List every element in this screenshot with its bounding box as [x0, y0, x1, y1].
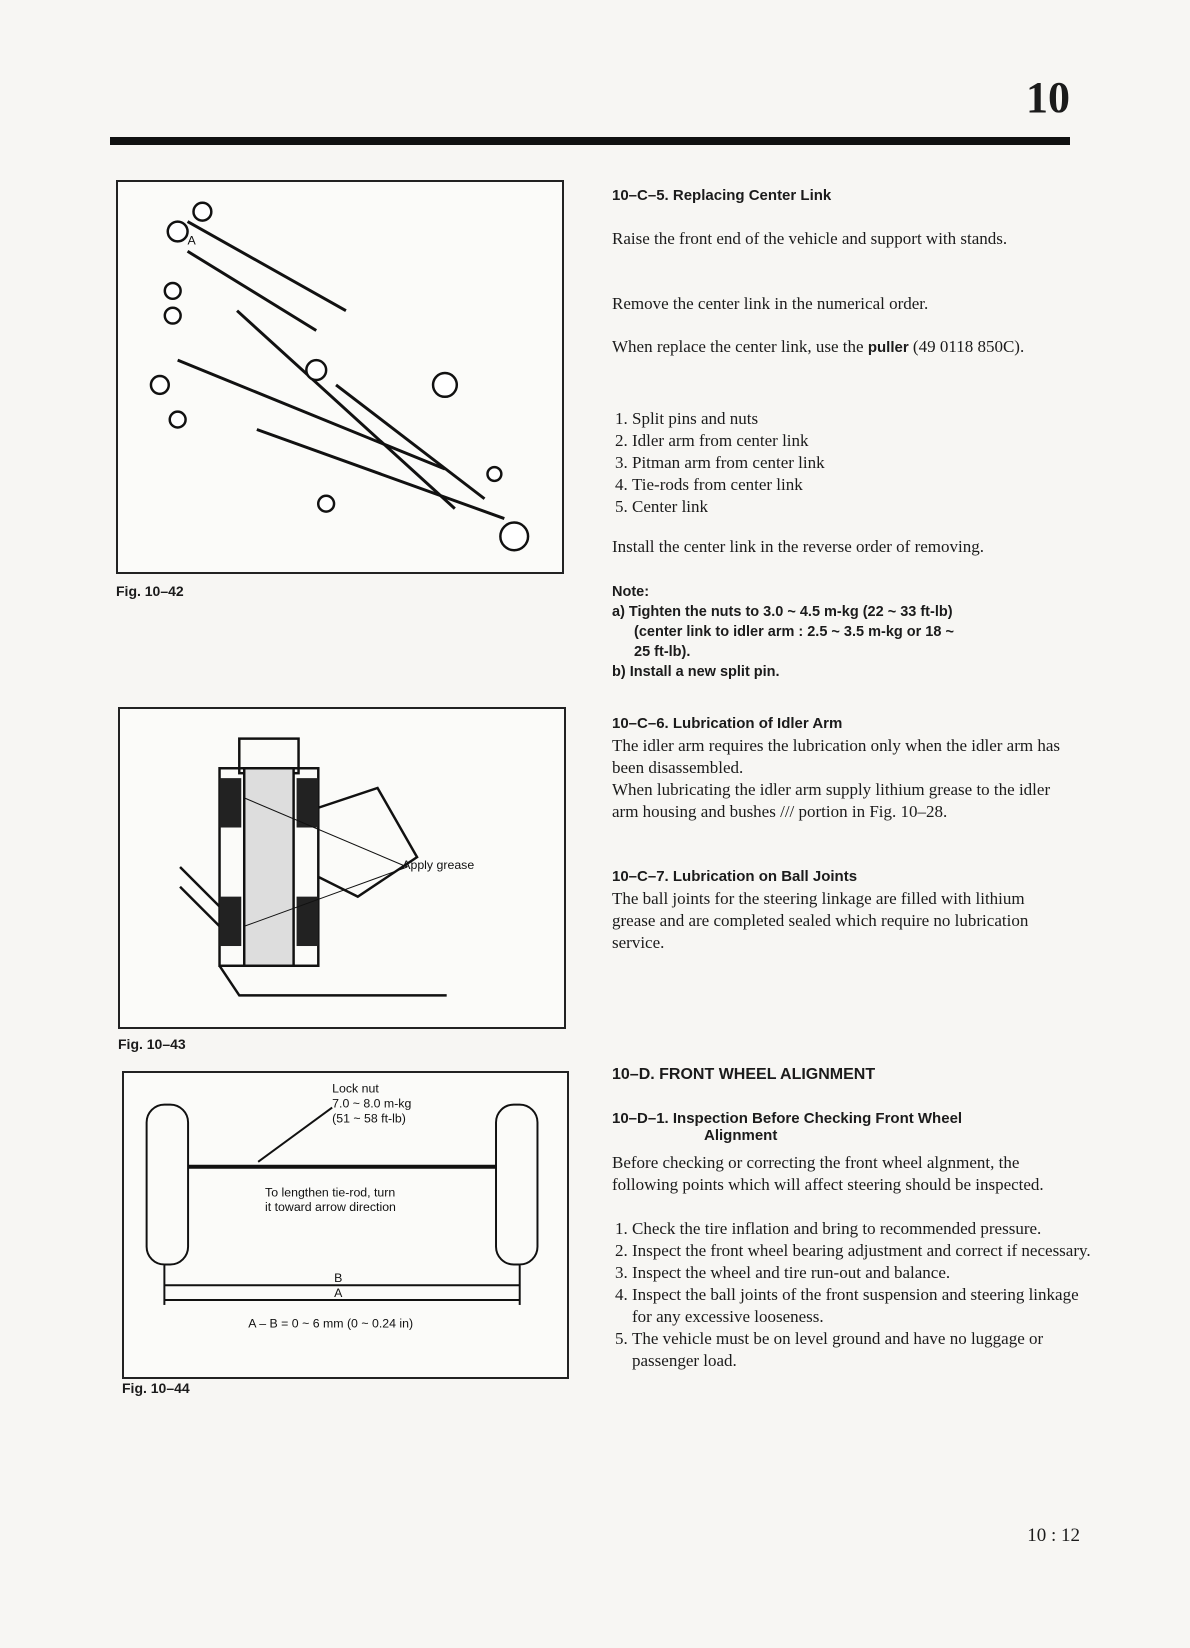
marker-a: A	[187, 233, 196, 248]
c5-note: Note: a) Tighten the nuts to 3.0 ~ 4.5 m-kg (22 ~ 33 ft-lb) (center link to idler arm : 2.5 ~ 3.5 m-kg or 18 ~ 25 ft-lb). b) Install a new split pin.	[612, 584, 954, 680]
lock-nut-label: Lock nut	[332, 1081, 379, 1096]
lengthen-instruction-2: it toward arrow direction	[265, 1200, 396, 1215]
c7-body: The ball joints for the steering linkage are filled with lithium grease and are completed sealed which require no lubrication service.	[612, 889, 1029, 952]
fig-10-43-caption: Fig. 10–43	[118, 1036, 186, 1052]
heading-10-d-1: 10–D–1. Inspection Before Checking Front Wheel Alignment	[612, 1110, 963, 1144]
c6-body: The idler arm requires the lubrication only when the idler arm has been disassembled. When lubricating the idler arm supply lithium grease to the idler arm housing and bushes /// portion in Fig. 10–28.	[612, 736, 1060, 821]
dimension-b: B	[334, 1271, 343, 1286]
heading-10-c-6: 10–C–6. Lubrication of Idler Arm	[612, 715, 843, 732]
hatch-symbol-icon: ///	[780, 802, 795, 821]
list-item: 5. The vehicle must be on level ground and have no luggage or passenger load.	[632, 1328, 1092, 1372]
figure-10-42	[116, 180, 564, 574]
list-item: 1. Split pins and nuts	[632, 408, 1092, 430]
tie-rod-adjustment-diagram	[124, 1073, 567, 1377]
steering-linkage-diagram	[118, 182, 562, 572]
torque-value: 7.0 ~ 8.0 m-kg	[332, 1096, 412, 1111]
idler-arm-bushing-diagram	[120, 709, 564, 1027]
list-item: 3. Pitman arm from center link	[632, 452, 1092, 474]
c5-paragraph-1: Raise the front end of the vehicle and support with stands.	[612, 229, 1008, 248]
list-item: 1. Check the tire inflation and bring to recommended pressure.	[632, 1218, 1092, 1240]
alignment-checklist	[612, 1218, 1092, 1372]
torque-value-ftlb: (51 ~ 58 ft-lb)	[332, 1111, 406, 1126]
list-item: 2. Idler arm from center link	[632, 430, 1092, 452]
c5-paragraph-3: When replace the center link, use the puller (49 0118 850C).	[612, 337, 1025, 356]
fig-10-44-caption: Fig. 10–44	[122, 1380, 190, 1396]
heading-10-c-5: 10–C–5. Replacing Center Link	[612, 187, 832, 204]
header-rule	[110, 137, 1070, 145]
d1-body: Before checking or correcting the front wheel algnment, the following points which will affect steering should be inspected.	[612, 1153, 1044, 1194]
chapter-number: 10	[1026, 73, 1070, 122]
dimension-a: A	[334, 1286, 343, 1301]
c5-paragraph-4: Install the center link in the reverse order of removing.	[612, 537, 984, 556]
figure-10-43	[118, 707, 566, 1029]
list-item: 4. Tie-rods from center link	[632, 474, 1092, 496]
list-item: 5. Center link	[632, 496, 1092, 518]
list-item: 4. Inspect the ball joints of the front suspension and steering linkage for any excessive looseness.	[632, 1284, 1092, 1328]
alignment-formula: A – B = 0 ~ 6 mm (0 ~ 0.24 in)	[248, 1316, 414, 1331]
list-item: 3. Inspect the wheel and tire run-out and balance.	[632, 1262, 1092, 1284]
figure-10-44	[122, 1071, 569, 1379]
heading-10-d: 10–D. FRONT WHEEL ALIGNMENT	[612, 1066, 876, 1083]
apply-grease-label: Apply grease	[402, 857, 475, 872]
puller-term: puller	[867, 339, 909, 356]
heading-10-c-7: 10–C–7. Lubrication on Ball Joints	[612, 868, 858, 885]
c5-paragraph-2: Remove the center link in the numerical order.	[612, 294, 929, 313]
removal-steps	[612, 408, 1092, 518]
lengthen-instruction-1: To lengthen tie-rod, turn	[265, 1185, 396, 1200]
page-number: 10 : 12	[1027, 1525, 1080, 1546]
fig-10-42-caption: Fig. 10–42	[116, 583, 184, 599]
list-item: 2. Inspect the front wheel bearing adjustment and correct if necessary.	[632, 1240, 1092, 1262]
